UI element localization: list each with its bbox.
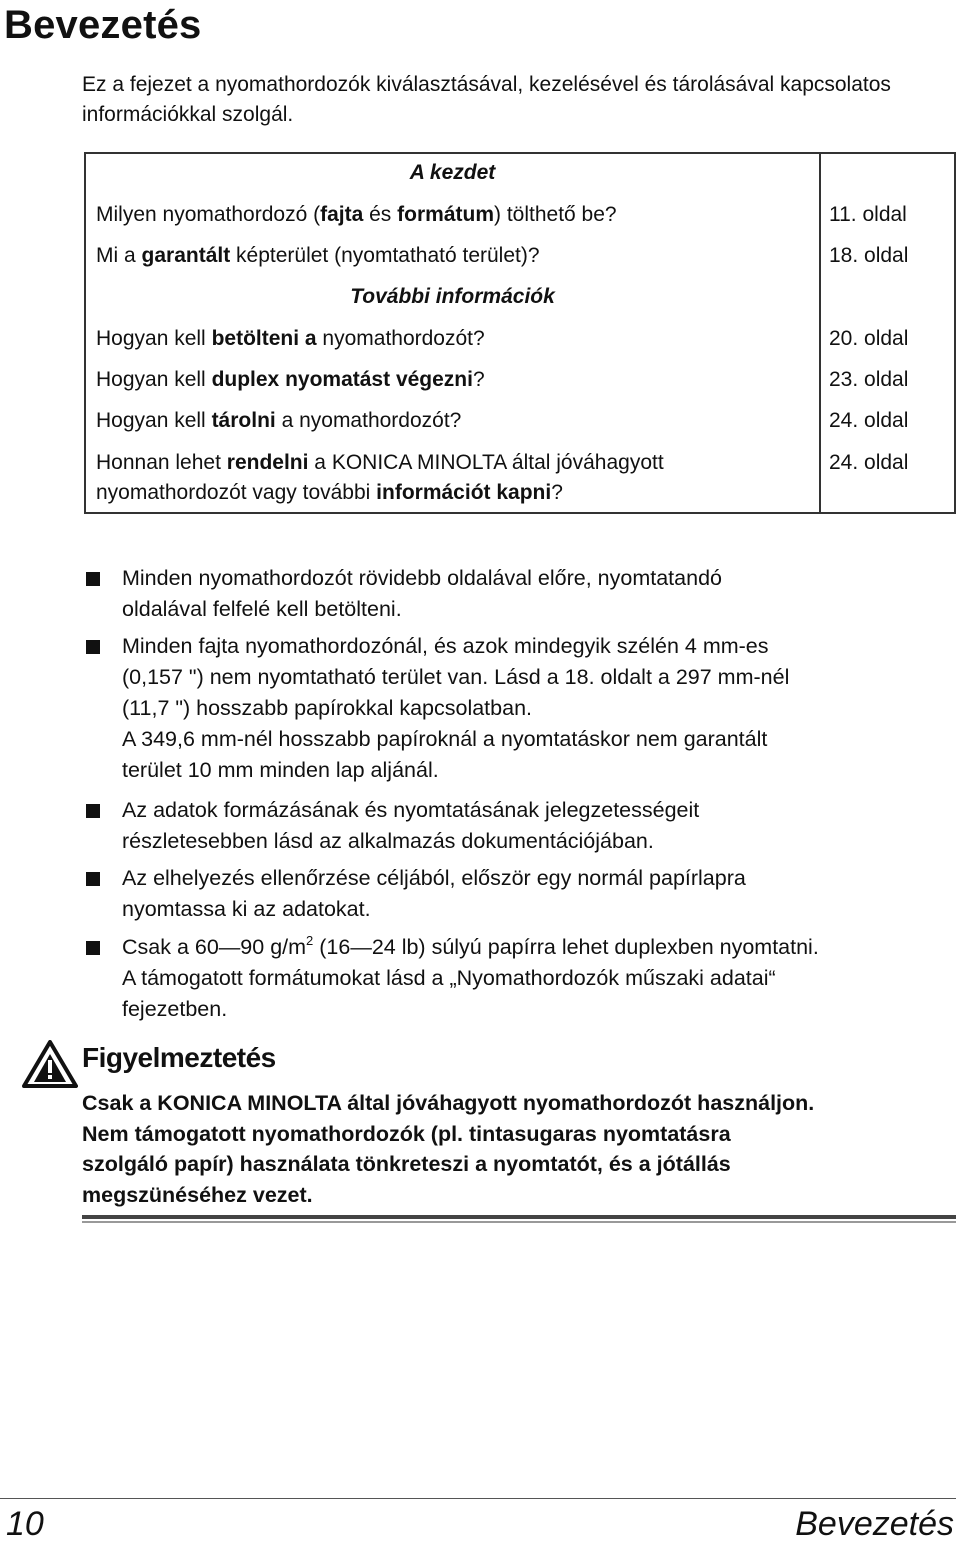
warning-heading: Figyelmeztetés bbox=[82, 1042, 276, 1073]
table-question: Hogyan kell tárolni a nyomathordozót? bbox=[96, 409, 462, 432]
footer-divider bbox=[0, 1498, 956, 1499]
table-page-ref: 20. oldal bbox=[829, 327, 909, 350]
page-title: Bevezetés bbox=[4, 3, 202, 47]
table-question: Honnan lehet rendelni a KONICA MINOLTA által jóváhagyott nyomathordozót vagy további információt kapni? bbox=[96, 451, 664, 504]
list-item: Csak a 60—90 $g/m^2$ (16—24 lb) súlyú papírra lehet duplexben nyomtatni. A támogatott formátumokat lásd a „Nyomathordozók műszaki adatai“ fejezetben. bbox=[122, 933, 819, 1021]
table-question: Mi a garantált képterület (nyomtatható terület)? bbox=[96, 244, 540, 267]
list-item: Minden fajta nyomathordozónál, és azok mindegyik szélén 4 mm-es (0,157 ") nem nyomtatható terület van. Lásd a 18. oldalt a 297 mm-nél (11,7 ") hosszabb papírokkal kapcsolatban. A 349,6 mm-nél hosszabb papíroknál a nyomtatáskor nem garantált terület 10 mm minden lap aljánál. bbox=[122, 634, 790, 782]
table-question: Milyen nyomathordozó (fajta és formátum) tölthető be? bbox=[96, 203, 617, 226]
reference-table bbox=[84, 152, 956, 514]
chapter-name: Bevezetés bbox=[795, 1505, 954, 1543]
section-heading-start: A kezdet bbox=[409, 161, 496, 184]
section-heading-more-info: További információk bbox=[350, 285, 555, 308]
bullet-square-icon bbox=[86, 941, 100, 955]
warning-divider bbox=[82, 1215, 956, 1219]
bullet-square-icon bbox=[86, 640, 100, 654]
table-divider bbox=[819, 154, 821, 512]
table-page-ref: 18. oldal bbox=[829, 244, 909, 267]
table-question: Hogyan kell betölteni a nyomathordozót? bbox=[96, 327, 485, 350]
warning-divider-shadow bbox=[82, 1221, 956, 1223]
bullet-square-icon bbox=[86, 872, 100, 886]
bullet-square-icon bbox=[86, 572, 100, 586]
list-item: Minden nyomathordozót rövidebb oldalával előre, nyomtatandó oldalával felfelé kell betölteni. bbox=[122, 566, 722, 621]
warning-text: Csak a KONICA MINOLTA által jóváhagyott nyomathordozót használjon. Nem támogatott nyomathordozók (pl. tintasugaras nyomtatásra szolgáló papír) használata tönkreteszi a nyomtatót, és a jótállás megszünéséhez vezet. bbox=[82, 1091, 815, 1207]
bullet-square-icon bbox=[86, 804, 100, 818]
list-item: Az adatok formázásának és nyomtatásának jelegzetességeit részletesebben lásd az alkalmazás dokumentációjában. bbox=[122, 798, 700, 853]
page-number: 10 bbox=[6, 1505, 44, 1543]
warning-triangle-icon bbox=[22, 1040, 78, 1093]
intro-paragraph: Ez a fejezet a nyomathordozók kiválasztásával, kezelésével és tárolásával kapcsolatos információkkal szolgál. bbox=[82, 73, 891, 126]
list-item: Az elhelyezés ellenőrzése céljából, először egy normál papírlapra nyomtassa ki az adatokat. bbox=[122, 866, 746, 921]
table-page-ref: 24. oldal bbox=[829, 409, 909, 432]
table-page-ref: 11. oldal bbox=[829, 203, 907, 226]
table-page-ref: 23. oldal bbox=[829, 368, 909, 391]
table-page-ref: 24. oldal bbox=[829, 451, 909, 474]
table-question: Hogyan kell duplex nyomatást végezni? bbox=[96, 368, 485, 391]
